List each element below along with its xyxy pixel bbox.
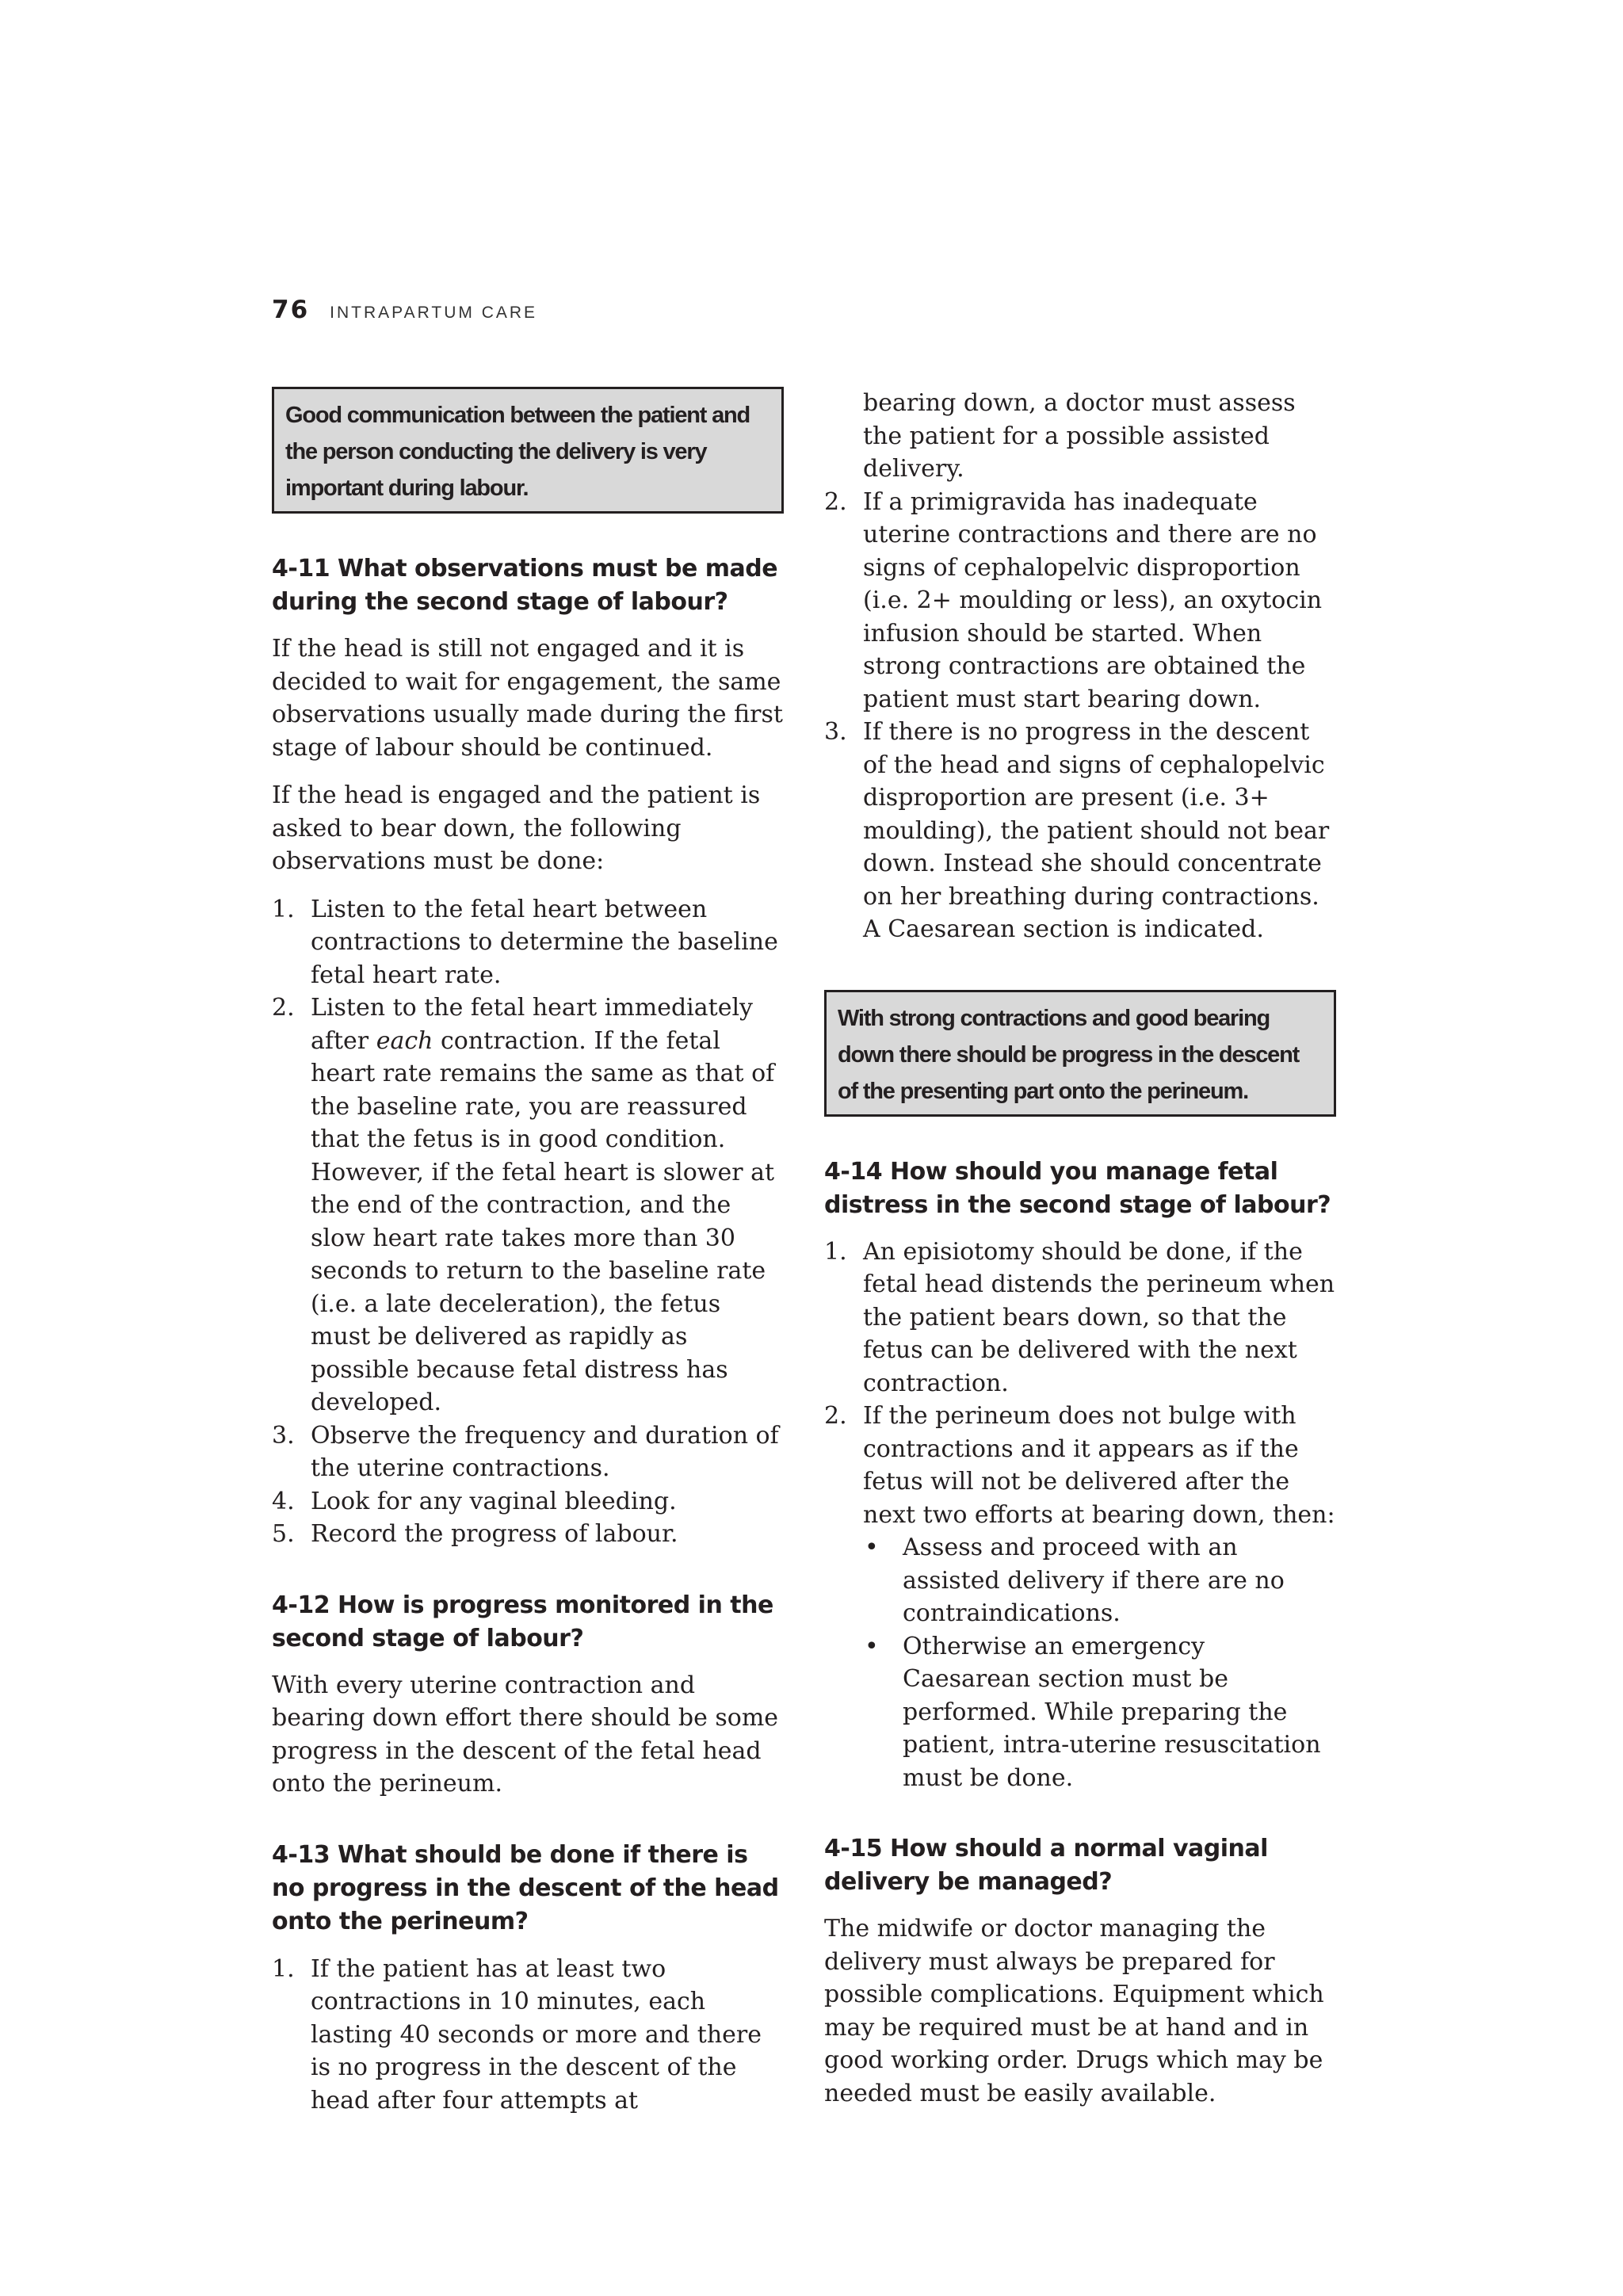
heading-4-13: 4-13 What should be done if there is no progress in the descent of the head onto the perineum? [272, 1840, 779, 1935]
bullet-item: • Otherwise an emergency Caesarean section must be performed. While preparing the patient, intra-uterine resuscitation must be done. [865, 1632, 1321, 1792]
list-no-progress-continued [824, 387, 1336, 946]
page-number: 76 [272, 296, 310, 324]
list-item: 1. An episiotomy should be done, if the fetal head distends the perineum when the patient bears down, so that the fetus can be delivered with the next contraction. [824, 1237, 1335, 1397]
heading-4-15: 4-15 How should a normal vaginal delivery be managed? [824, 1835, 1268, 1896]
list-item: 2. If a primigravida has inadequate uterine contractions and there are no signs of cephalopelvic disproportion (i.e. 2+ moulding or less), an oxytocin infusion should be started. When strong contractions are obtained the patient must start bearing down. [824, 487, 1323, 713]
right-column [824, 387, 1336, 2110]
heading-4-14: 4-14 How should you manage fetal distress in the second stage of labour? [824, 1157, 1331, 1219]
list-item: 2. If the perineum does not bulge with contractions and it appears as if the fetus will not be delivered after the next two efforts at bearing down, then: • Assess and proceed with an assisted delivery if there are no contraindications. • Otherwise an emergency Caesarean section must be performed. While preparing the patient, intra-uterine resuscitation must be done. [824, 1400, 1336, 1794]
list-item: 5. Record the progress of labour. [272, 1520, 678, 1548]
running-title: INTRAPARTUM CARE [330, 304, 538, 322]
callout-strong-contractions: With strong contractions and good bearing down there should be progress in the descent of the presenting part onto the perineum. [824, 990, 1336, 1117]
list-item: 4. Look for any vaginal bleeding. [272, 1487, 677, 1515]
list-item: bearing down, a doctor must assess the patient for a possible assisted delivery. [863, 389, 1296, 483]
list-observations [272, 893, 784, 1551]
paragraph-4-11-1: If the head is still not engaged and it is decided to wait for engagement, the same observations usually made during the first stage of labour should be continued. [272, 635, 783, 762]
list-item: 1. Listen to the fetal heart between contractions to determine the baseline fetal heart rate. [272, 895, 778, 989]
left-column [272, 387, 784, 2117]
paragraph-4-11-2: If the head is engaged and the patient is asked to bear down, the following observations must be done: [272, 781, 761, 875]
bullet-list [863, 1531, 1336, 1794]
callout-communication: Good communication between the patient and the person conducting the delivery is very important during labour. [272, 387, 784, 514]
bullet-item: • Assess and proceed with an assisted delivery if there are no contraindications. [865, 1534, 1285, 1627]
page-header [272, 296, 537, 324]
paragraph-4-15: The midwife or doctor managing the delivery must always be prepared for possible complications. Equipment which may be required must be at hand and in good working order. Drugs which may be needed must be easily available. [824, 1915, 1324, 2107]
list-item: 2. Listen to the fetal heart immediately after each contraction. If the fetal heart rate remains the same as that of the baseline rate, you are reassured that the fetus is in good condition. However, if the fetal heart is slower at the end of the contraction, and the slow heart rate takes more than 30 seconds to return to the baseline rate (i.e. a late deceleration), the fetus must be delivered as rapidly as possible because fetal distress has developed. [272, 994, 775, 1416]
list-item: 1. If the patient has at least two contractions in 10 minutes, each lasting 40 seconds or more and there is no progress in the descent of the head after four attempts at [272, 1954, 762, 2115]
heading-4-12: 4-12 How is progress monitored in the second stage of labour? [272, 1591, 773, 1652]
paragraph-4-12: With every uterine contraction and bearing down effort there should be some progress in the descent of the fetal head onto the perineum. [272, 1671, 779, 1797]
list-no-progress [272, 1953, 784, 2118]
list-fetal-distress [824, 1236, 1336, 1795]
list-item: 3. If there is no progress in the descent of the head and signs of cephalopelvic disproportion are present (i.e. 3+ moulding), the patient should not bear down. Instead she should concentrate on her breathing during contractions. A Caesarean section is indicated. [824, 718, 1330, 943]
heading-4-11: 4-11 What observations must be made during the second stage of labour? [272, 555, 778, 616]
list-item: 3. Observe the frequency and duration of the uterine contractions. [272, 1421, 779, 1482]
